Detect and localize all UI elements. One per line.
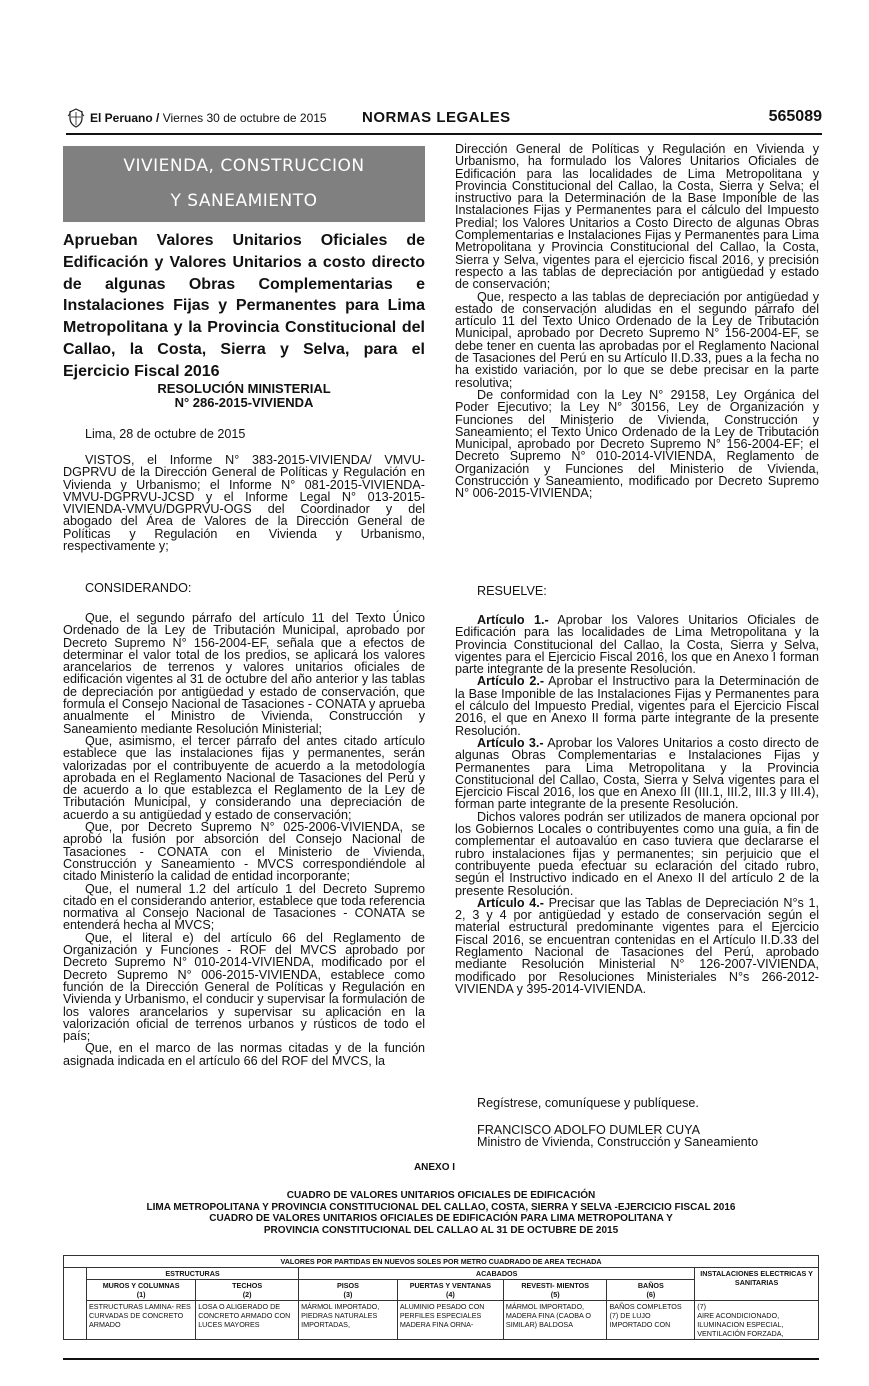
table-top-header: VALORES POR PARTIDAS EN NUEVOS SOLES POR METRO CUADRADO DE AREA TECHADA <box>64 1256 819 1268</box>
annex-title-line: PROVINCIA CONSTITUCIONAL DEL CALLAO AL 31 DE OCTUBRE DE 2015 <box>263 1224 619 1236</box>
table-cell: ALUMINIO PESADO CON PERFILES ESPECIALES MADERA FINA ORNA- <box>397 1301 503 1340</box>
publication-name: El Peruano / <box>90 111 160 125</box>
resolution-line2: N° 286-2015-VIVIENDA <box>174 395 314 410</box>
resolution-line1: RESOLUCIÓN MINISTERIAL <box>157 381 331 396</box>
group-instalaciones: INSTALACIONES ELECTRICAS Y SANITARIAS <box>695 1268 819 1301</box>
column-header: TECHOS (2) <box>196 1280 299 1301</box>
signer-name: FRANCISCO ADOLFO DUMLER CUYA <box>477 1123 700 1137</box>
header-publication <box>90 111 327 125</box>
table-cell: LOSA O ALIGERADO DE CONCRETO ARMADO CON LUCES MAYORES <box>196 1301 299 1340</box>
row-label-cell <box>64 1268 87 1340</box>
article-3-note: Dichos valores podrán ser utilizados de manera opcional por los Gobiernos Locales o contribuyentes como una guía, a fin de complementar el autoavalúo en caso tuviera que declararse el rubro instalaciones fijas y permanentes; sin perjuicio que el contribuyente pueda efectuar su eclaración del citado rubro, según el Instructivo indicado en el Anexo II del artículo 2 de la presente Resolución. <box>455 809 819 898</box>
vistos-paragraph: VISTOS, el Informe N° 383-2015-VIVIENDA/ VMVU-DGPRVU de la Dirección General de Políticas y Regulación en Vivienda y Urbanismo; el Informe N° 081-2015-VIVIENDA-VMVU-DGPRVU-JCSD y el Informe Legal N° 013-2015-VIVIENDA-VMVU/DGPRVU-OGS del Coordinador y del abogado del Área de Valores de la Dirección General de Políticas y Regulación en Vivienda y Urbanismo, respectivamente y; <box>63 453 425 554</box>
conformidad-paragraph: De conformidad con la Ley N° 29158, Ley Orgánica del Poder Ejecutivo; la Ley N° 30156, Ley de Organización y Funciones del Ministerio de Vivienda, Construcción y Saneamiento; el Texto Único Ordenado de la Ley de Tributación Municipal, aprobado por Decreto Supremo N° 156-2004-EF; el Decreto Supremo N° 010-2014-VIVIENDA, Reglamento de Organización y Funciones del Ministerio de Vivienda, Construcción y Saneamiento, modificado por Decreto Supremo N° 006-2015-VIVIENDA; <box>455 387 819 501</box>
table-cell: MÁRMOL IMPORTADO, MADERA FINA (CAOBA O SIMILAR) BALDOSA <box>503 1301 607 1340</box>
annex-label: ANEXO I <box>413 1162 456 1173</box>
considerando-heading: CONSIDERANDO: <box>85 581 192 595</box>
group-estructuras: ESTRUCTURAS <box>87 1268 299 1280</box>
article-1: Artículo 1.- Aprobar los Valores Unitarios Oficiales de Edificación para las localidades de Lima Metropolitana y la Provincia Constitucional del Callao, la Costa, Sierra y Selva, vigentes para el Ejercicio Fiscal 2016, los que en Anexo I forman parte integrante de la presente Resolución. <box>455 613 819 677</box>
annex-title-line: CUADRO DE VALORES UNITARIOS OFICIALES DE EDIFICACIÓN <box>286 1190 596 1201</box>
considerando-paragraph: Que, el numeral 1.2 del artículo 1 del Decreto Supremo citado en el considerando anterior, establece que toda referencia normativa al Consejo Nacional de Tasaciones - CONATA se entenderá hecha al MVCS; <box>63 881 425 933</box>
publication-date: Viernes 30 de octubre de 2015 <box>162 111 327 125</box>
column-header: REVESTI- MIENTOS (5) <box>503 1280 607 1301</box>
considerando-paragraph: Que, en el marco de las normas citadas y de la función asignada indicada en el artículo 66 del ROF del MVCS, la <box>63 1041 425 1068</box>
header-section: NORMAS LEGALES <box>362 109 511 126</box>
table-cell: ESTRUCTURAS LAMINA- RES CURVADAS DE CONCRETO ARMADO <box>87 1301 196 1340</box>
table-row <box>64 1301 819 1340</box>
continuation-paragraph: Dirección General de Políticas y Regulación en Vivienda y Urbanismo, ha formulado los Valores Unitarios Oficiales de Edificación para las localidades de Lima Metropolitana y Provincia Constitucional del Callao, la Costa, Sierra y Selva; el instructivo para la Determinación de la Base Imponible de las Instalaciones Fijas y Permanentes para el cálculo del Impuesto Predial; los Valores Unitarios a Costo Directo de algunas Obras Complementarias e Instalaciones Fijas y Permanentes para Lima Metropolitana y Provincia Constitucional del Callao, la Costa, Sierra y Selva, vigentes para el ejercicio fiscal 2016, y precisión respecto a las tablas de depreciación por antigüedad y estado de conservación; <box>455 142 819 292</box>
page-header <box>66 108 822 130</box>
header-rule <box>66 133 822 135</box>
norm-title: Aprueban Valores Unitarios Oficiales de Edificación y Valores Unitarios a costo directo de algunas Obras Complementarias e Instalaciones Fijas y Permanentes para Lima Metropolitana y la Provincia Constitucional del Callao, la Costa, Sierra y Selva, para el Ejercicio Fiscal 2016 <box>63 232 425 380</box>
date-line: Lima, 28 de octubre de 2015 <box>85 427 246 441</box>
resuelve-heading: RESUELVE: <box>477 584 547 598</box>
page-number: 565089 <box>768 108 822 125</box>
column-header: PISOS (3) <box>299 1280 398 1301</box>
considerandos-list <box>63 612 425 1067</box>
column-header: MUROS Y COLUMNAS (1) <box>87 1280 196 1301</box>
right-column-text <box>455 143 819 500</box>
annex-titles <box>63 1190 819 1236</box>
considerando-paragraph: Que, el segundo párrafo del artículo 11 del Texto Único Ordenado de la Ley de Tributación Municipal, aprobado por Decreto Supremo N° 156-2004-EF, señala que a efectos de determinar el valor total de los predios, se aplicará los valores arancelarios de terrenos y valores unitarios oficiales de edificación vigentes al 31 de octubre del año anterior y las tablas de depreciación por antigüedad y estado de conservación, que formula el Consejo Nacional de Tasaciones - CONATA y aprueba anualmente el Ministro de Vivienda, Construcción y Saneamiento mediante Resolución Ministerial; <box>63 611 425 736</box>
article-2: Artículo 2.- Aprobar el Instructivo para la Determinación de la Base Imponible de las Instalaciones Fijas y Permanentes para el cálculo del Impuesto Predial, vigentes para el Ejercicio Fiscal 2016, el que en Anexo II forma parte integrante de la presente Resolución. <box>455 674 819 738</box>
considerando-paragraph: Que, por Decreto Supremo N° 025-2006-VIVIENDA, se aprobó la fusión por absorción del Consejo Nacional de Tasaciones - CONATA con el Ministerio de Vivienda, Construcción y Saneamiento - MVCS correspondiéndole al citado Ministerio la calidad de entidad incorporante; <box>63 820 425 884</box>
closing-line: Regístrese, comuníquese y publíquese. <box>477 1096 699 1110</box>
column-header: BAÑOS (6) <box>607 1280 695 1301</box>
column-header: PUERTAS Y VENTANAS (4) <box>397 1280 503 1301</box>
section-banner-line2: Y SANEAMIENTO <box>170 191 318 211</box>
coat-of-arms-icon <box>66 108 86 128</box>
signer-title: Ministro de Vivienda, Construcción y Saneamiento <box>477 1135 759 1150</box>
considerando-paragraph: Que, respecto a las tablas de depreciación por antigüedad y estado de conservación aludidas en el segundo párrafo del artículo 11 del Texto Único Ordenado de la Ley de Tributación Municipal, aprobado por Decreto Supremo N° 156-2004-EF, se debe tener en cuenta las aprobadas por el Reglamento Nacional de Tasaciones del Perú en su Artículo II.D.33, pues a la fecha no ha existido variación, por lo que se debe precisar en la parte resolutiva; <box>455 289 819 390</box>
articles-list <box>455 614 819 995</box>
article-3: Artículo 3.- Aprobar los Valores Unitarios a costo directo de algunas Obras Complementarias e Instalaciones Fijas y Permanentes para Lima Metropolitana y la Provincia Constitucional del Callao, Costa, Sierra y Selva vigentes para el Ejercicio Fiscal 2016, los que en Anexo III (III.1, III.2, III.3 y III.4), forman parte integrante de la presente Resolución. <box>455 735 819 812</box>
section-banner-line1: VIVIENDA, CONSTRUCCION <box>123 156 365 176</box>
considerando-paragraph: Que, asimismo, el tercer párrafo del antes citado artículo establece que las instalaciones fijas y permanentes, serán valorizadas por el contribuyente de acuerdo a la metodología aprobada en el Reglamento Nacional de Tasaciones del Perú y de acuerdo a lo que establezca el Reglamento de la Ley de Tributación Municipal, y considerando una depreciación de acuerdo a su antigüedad y estado de conservación; <box>63 733 425 822</box>
annex-title-line: LIMA METROPOLITANA Y PROVINCIA CONSTITUCIONAL DEL CALLAO, COSTA, SIERRA Y SELVA -EJERCICIO FISCAL 2016 <box>146 1201 736 1213</box>
group-acabados: ACABADOS <box>299 1268 695 1280</box>
considerando-paragraph: Que, el literal e) del artículo 66 del Reglamento de Organización y Funciones - ROF del MVCS aprobado por Decreto Supremo N° 010-2014-VIVIENDA, modificado por el Decreto Supremo N° 006-2015-VIVIENDA, establece como función de la Dirección General de Políticas y Regulación en Vivienda y Urbanismo, el conducir y supervisar la formulación de los valores arancelarios y supervisar su aplicación en la valorización oficial de terrenos urbanos y rústicos de todo el país; <box>63 930 425 1044</box>
table-cell: MÁRMOL IMPORTADO, PIEDRAS NATURALES IMPORTADAS, <box>299 1301 398 1340</box>
annex-title-line: CUADRO DE VALORES UNITARIOS OFICIALES DE EDIFICACIÓN PARA LIMA METROPOLITANA Y <box>209 1213 673 1225</box>
valores-table <box>63 1255 819 1340</box>
table-cell: (7) AIRE ACONDICIONADO, ILUMINACION ESPECIAL, VENTILACIÓN FORZADA, <box>695 1301 819 1340</box>
signature-block <box>455 1124 819 1149</box>
resolution-heading <box>63 382 425 410</box>
bottom-rule <box>63 1358 819 1360</box>
table-cell: BAÑOS COMPLETOS (7) DE LUJO IMPORTADO CON <box>607 1301 695 1340</box>
article-4: Artículo 4.- Precisar que las Tablas de Depreciación N°s 1, 2, 3 y 4 por antigüedad y estado de conservación según el material estructural predominante vigentes para el Ejercicio Fiscal 2016, se encuentran contenidas en el Artículo II.D.33 del Reglamento Nacional de Tasaciones del Perú, aprobado mediante Resolución Ministerial N° 126-2007-VIVIENDA, modificado por Resoluciones Ministeriales N°s 266-2012-VIVIENDA y 395-2014-VIVIENDA. <box>455 895 819 996</box>
section-banner <box>63 146 425 222</box>
